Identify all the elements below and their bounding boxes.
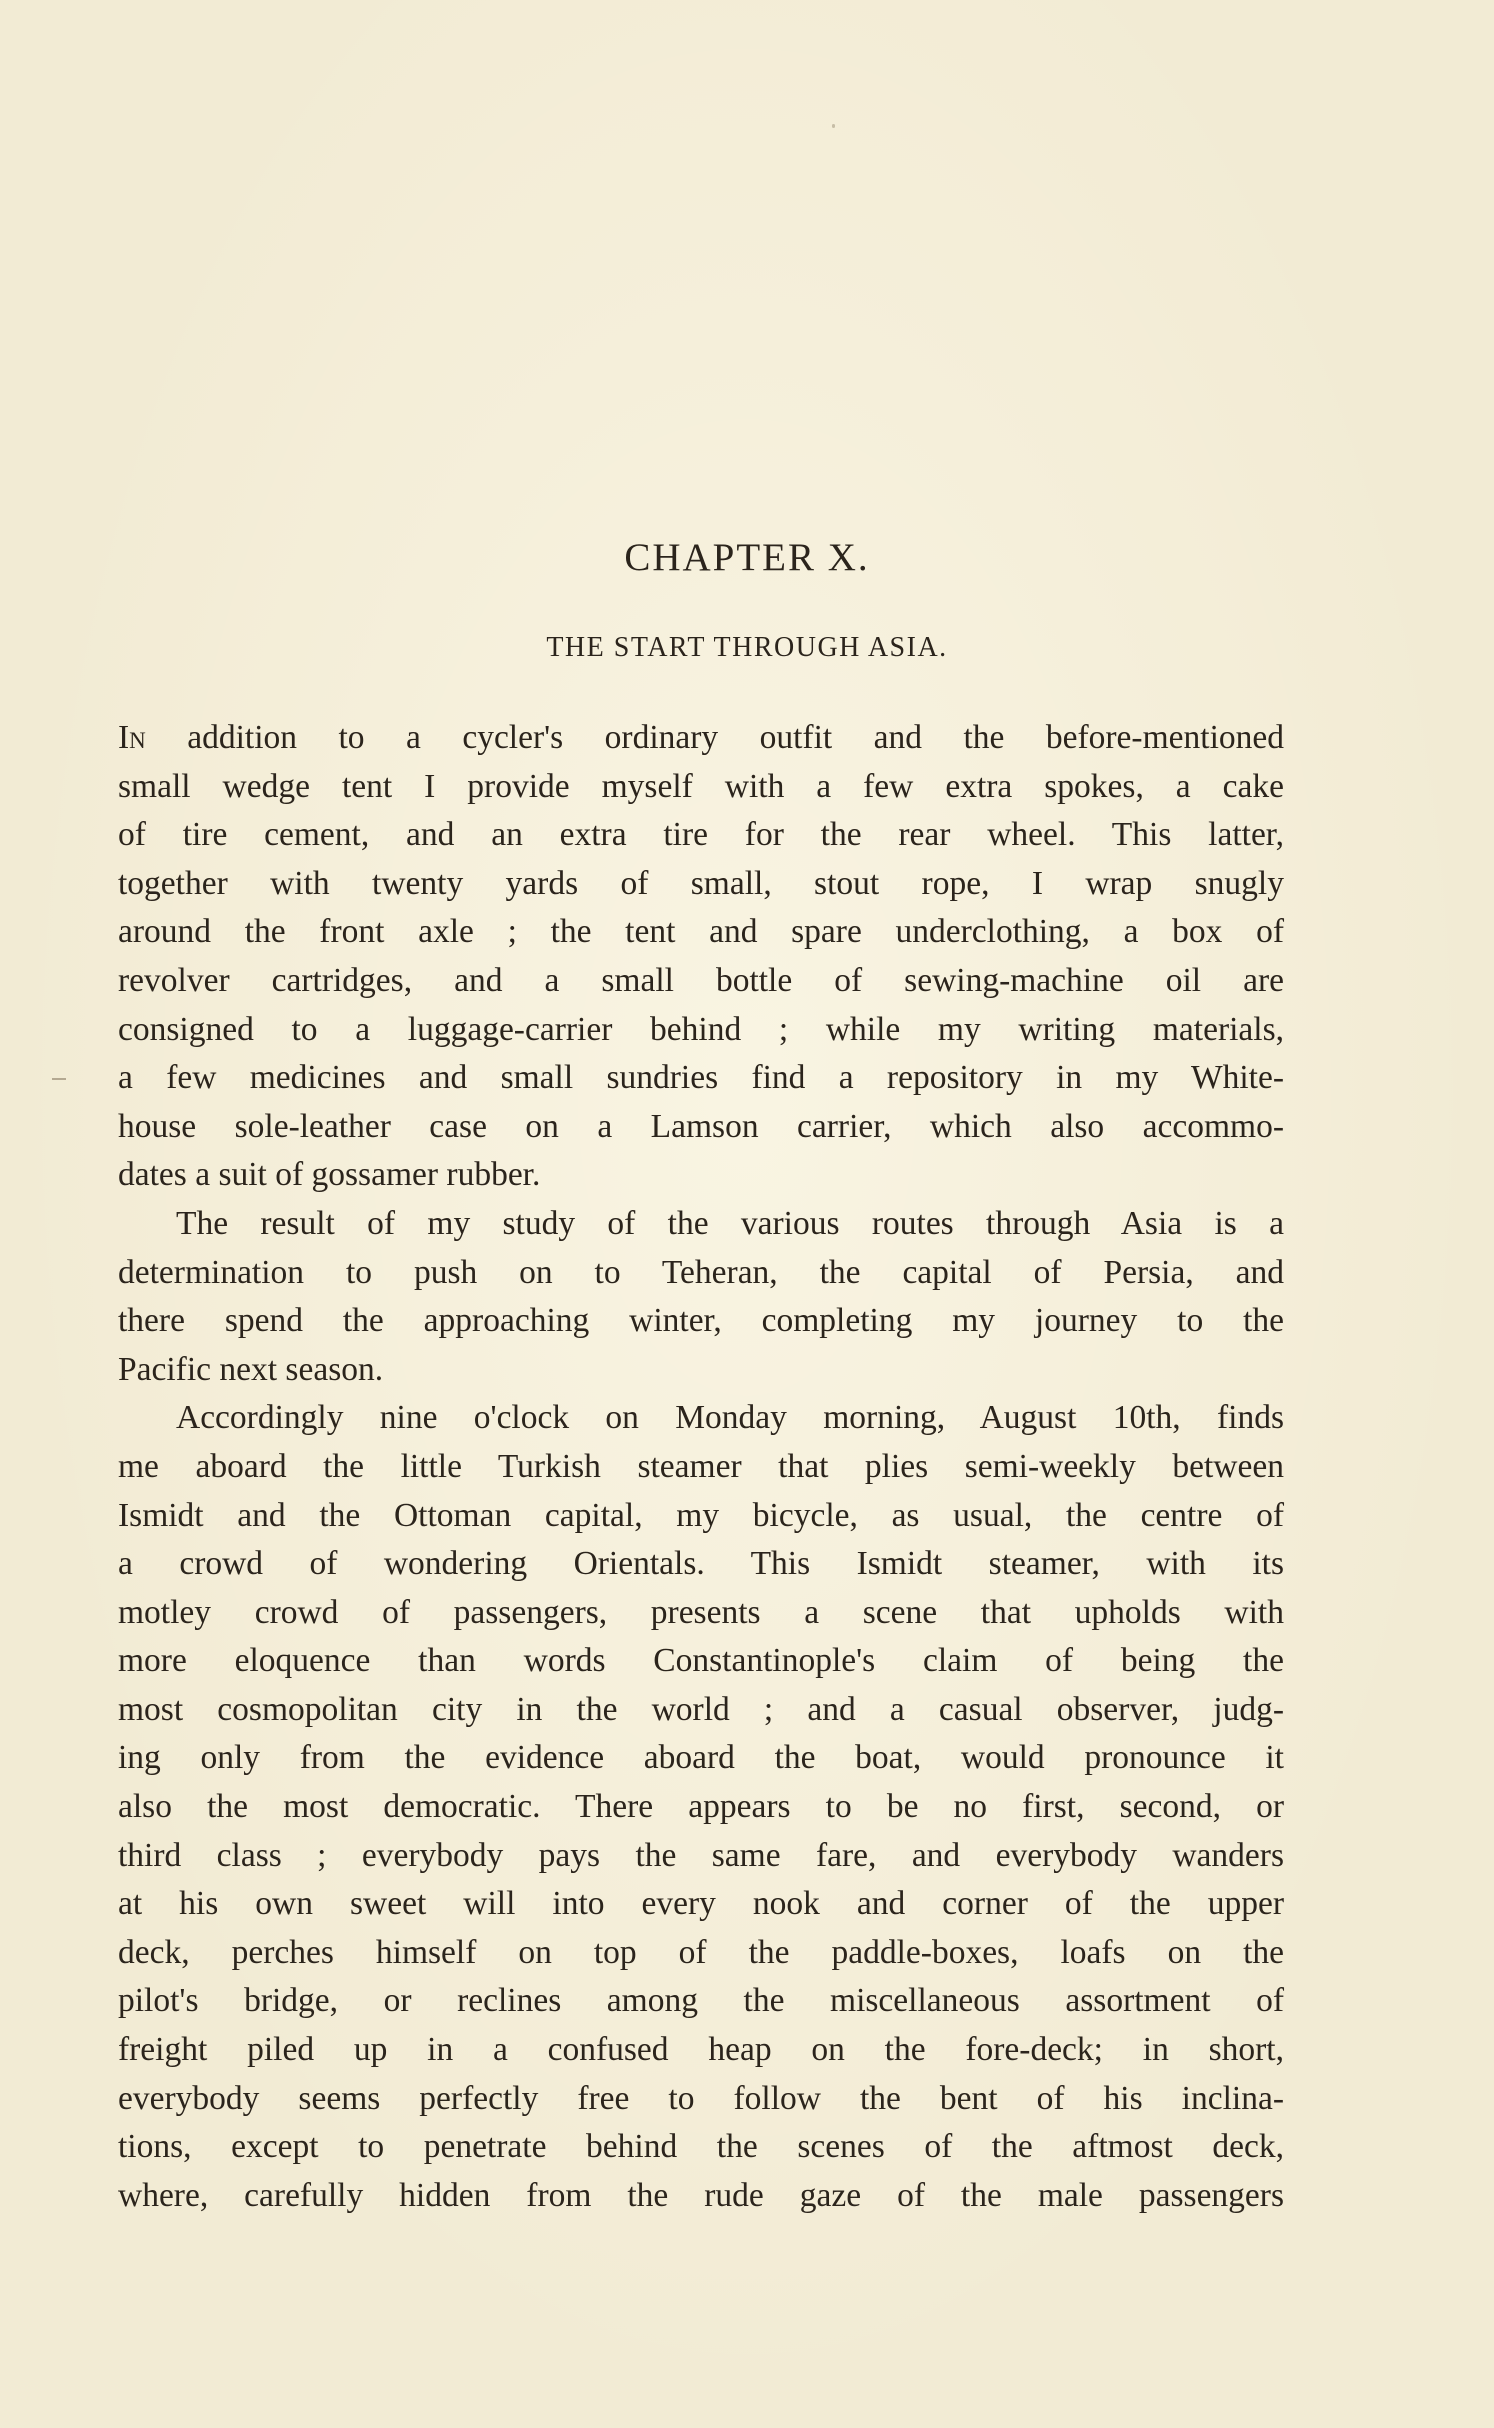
text-line: Accordingly nine o'clock on Monday morning, August 10th, finds [176,1399,1284,1437]
text-line: consigned to a luggage-carrier behind ; while my writing materials, [118,1010,1284,1048]
text-line: there spend the approaching winter, completing my journey to the [118,1302,1284,1340]
margin-mark [52,1078,66,1080]
text-line: where, carefully hidden from the rude gaze of the male passengers [118,2176,1284,2214]
text-line: more eloquence than words Constantinople's claim of being the [118,1642,1284,1680]
body-text [118,714,1284,2220]
text-line: most cosmopolitan city in the world ; and a casual observer, judg- [118,1690,1284,1728]
text-line: The result of my study of the various routes through Asia is a [176,1204,1284,1242]
text-line: together with twenty yards of small, stout rope, I wrap snugly [118,864,1284,902]
text-line: Pacific next season. [118,1350,384,1388]
text-line: motley crowd of passengers, presents a scene that upholds with [118,1593,1284,1631]
text-line [118,714,1284,763]
text-line-rest: addition to a cycler's ordinary outfit and the before-mentioned [145,719,1284,756]
text-line: third class ; everybody pays the same fare, and everybody wanders [118,1836,1284,1874]
text-line: ing only from the evidence aboard the boat, would pronounce it [118,1739,1284,1777]
paper-speck [832,124,835,128]
text-line: me aboard the little Turkish steamer that plies semi-weekly between [118,1447,1284,1485]
text-line: dates a suit of gossamer rubber. [118,1156,541,1194]
chapter-title: CHAPTER X. [624,536,870,579]
text-line: a few medicines and small sundries find a repository in my White- [118,1059,1284,1097]
text-line: house sole-leather case on a Lamson carrier, which also accommo- [118,1107,1284,1145]
text-line: freight piled up in a confused heap on the fore-deck; in short, [118,2031,1284,2069]
text-line: everybody seems perfectly free to follow the bent of his inclina- [118,2079,1284,2117]
text-line: pilot's bridge, or reclines among the miscellaneous assortment of [118,1982,1284,2020]
text-line: also the most democratic. There appears to be no first, second, or [118,1788,1284,1826]
text-line: around the front axle ; the tent and spare underclothing, a box of [118,913,1284,951]
text-line: Ismidt and the Ottoman capital, my bicycle, as usual, the centre of [118,1496,1284,1534]
text-line: small wedge tent I provide myself with a few extra spokes, a cake [118,767,1284,805]
drop-word: In [118,719,146,756]
text-line: a crowd of wondering Orientals. This Ismidt steamer, with its [118,1545,1284,1583]
text-line: deck, perches himself on top of the paddle-boxes, loafs on the [118,1933,1284,1971]
text-line: at his own sweet will into every nook and corner of the upper [118,1885,1284,1923]
text-line: tions, except to penetrate behind the scenes of the aftmost deck, [118,2128,1284,2166]
chapter-subtitle: THE START THROUGH ASIA. [546,632,948,663]
text-line: of tire cement, and an extra tire for the rear wheel. This latter, [118,816,1284,854]
text-line: determination to push on to Teheran, the capital of Persia, and [118,1253,1284,1291]
text-line: revolver cartridges, and a small bottle of sewing-machine oil are [118,961,1284,999]
